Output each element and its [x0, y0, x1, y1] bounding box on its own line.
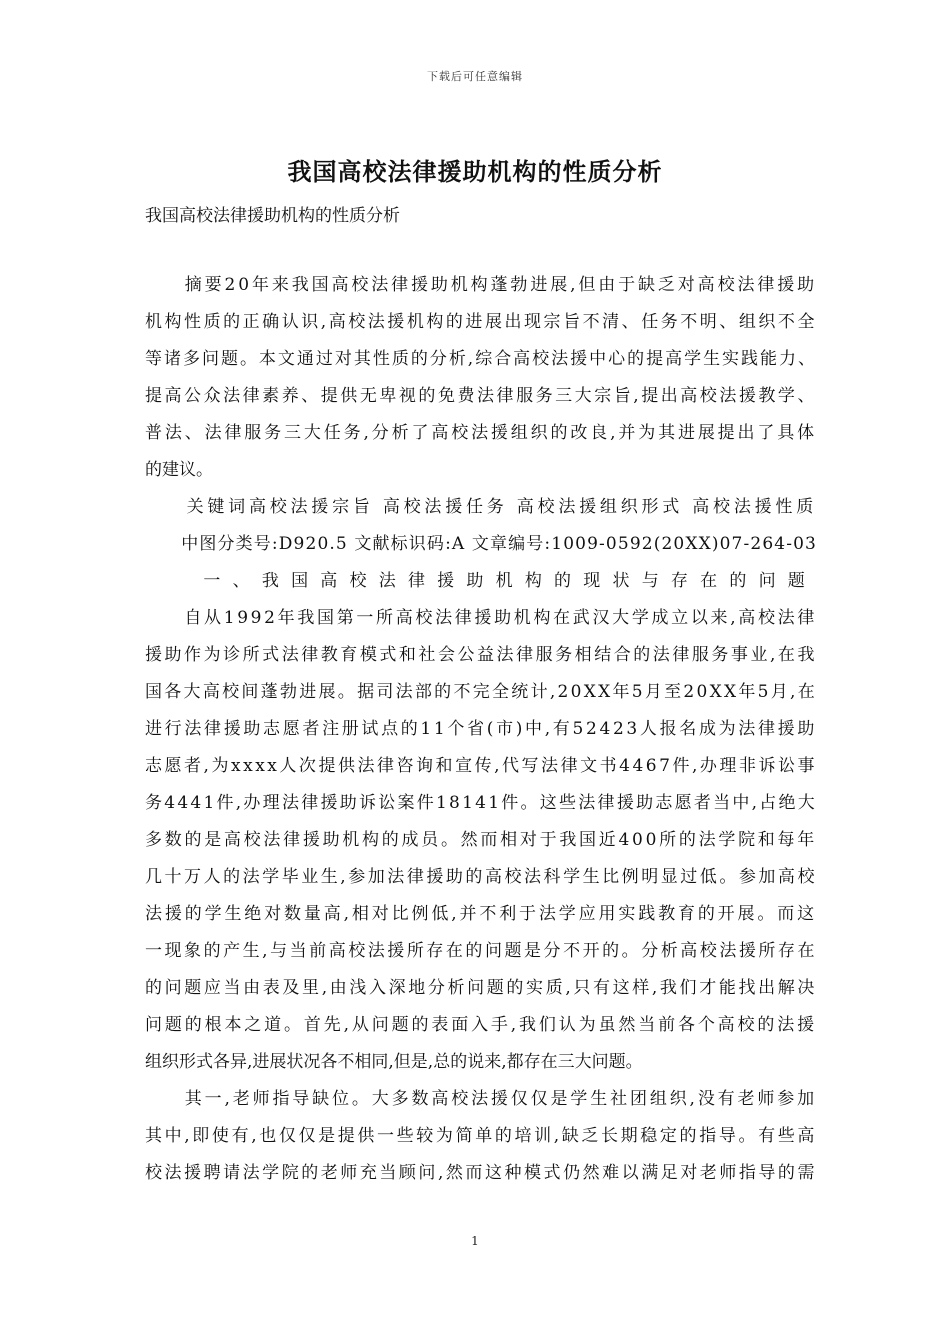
text-line: 机构性质的正确认识,高校法援机构的进展出现宗旨不清、任务不明、组织不全: [145, 312, 817, 332]
text-line: 提高公众法律素养、提供无卑视的免费法律服务三大宗旨,提出高校法援教学、: [145, 386, 817, 406]
text-line: 校法援聘请法学院的老师充当顾问,然而这种模式仍然难以满足对老师指导的需: [145, 1163, 817, 1183]
text-line: 其中,即使有,也仅仅是提供一些较为简单的培训,缺乏长期稳定的指导。有些高: [145, 1126, 817, 1146]
text-line: 进行法律援助志愿者注册试点的11个省(市)中,有52423人报名成为法律援助: [145, 719, 817, 739]
text-line: 其一,老师指导缺位。大多数高校法援仅仅是学生社团组织,没有老师参加: [145, 1089, 817, 1109]
page-header: 下载后可任意编辑: [427, 70, 523, 83]
document-title: 我国高校法律援助机构的性质分析: [287, 157, 663, 186]
text-line: 摘要20年来我国高校法律援助机构蓬勃进展,但由于缺乏对高校法律援助: [145, 275, 817, 295]
text-line: 几十万人的法学毕业生,参加法律援助的高校法科学生比例明显过低。参加高校: [145, 867, 817, 887]
text-line: 务4441件,办理法律援助诉讼案件18141件。这些法律援助志愿者当中,占绝大: [145, 793, 817, 813]
text-line: 等诸多问题。本文通过对其性质的分析,综合高校法援中心的提高学生实践能力、: [145, 349, 817, 369]
text-line: 问题的根本之道。首先,从问题的表面入手,我们认为虽然当前各个高校的法援: [145, 1015, 817, 1035]
text-line: 多数的是高校法律援助机构的成员。然而相对于我国近400所的法学院和每年: [145, 830, 817, 850]
text-line: 援助作为诊所式法律教育模式和社会公益法律服务相结合的法律服务事业,在我: [145, 645, 817, 665]
text-line: 国各大高校间蓬勃进展。据司法部的不完全统计,20XX年5月至20XX年5月,在: [145, 682, 817, 702]
text-line: 法援的学生绝对数量高,相对比例低,并不利于法学应用实践教育的开展。而这: [145, 904, 817, 924]
text-line: 中图分类号:D920.5 文献标识码:A 文章编号:1009-0592(20XX)07-264-03: [145, 534, 817, 554]
page-number: 1: [471, 1234, 479, 1248]
text-line: 组织形式各异,进展状况各不相同,但是,总的说来,都存在三大问题。: [145, 1052, 643, 1072]
body-text: [145, 271, 817, 1196]
text-line: 一、我国高校法律援助机构的现状与存在的问题: [145, 571, 817, 591]
text-line: 志愿者,为xxxx人次提供法律咨询和宣传,代写法律文书4467件,办理非诉讼事: [145, 756, 817, 776]
text-line: 一现象的产生,与当前高校法援所存在的问题是分不开的。分析高校法援所存在: [145, 941, 817, 961]
text-line: 的问题应当由表及里,由浅入深地分析问题的实质,只有这样,我们才能找出解决: [145, 978, 817, 998]
text-line: 普法、法律服务三大任务,分析了高校法援组织的改良,并为其进展提出了具体: [145, 423, 817, 443]
text-line: 的建议。: [145, 460, 213, 480]
document-subtitle: 我国高校法律援助机构的性质分析: [145, 206, 400, 226]
text-line: 关键词高校法援宗旨 高校法援任务 高校法援组织形式 高校法援性质: [145, 497, 817, 517]
text-line: 自从1992年我国第一所高校法律援助机构在武汉大学成立以来,高校法律: [145, 608, 817, 628]
